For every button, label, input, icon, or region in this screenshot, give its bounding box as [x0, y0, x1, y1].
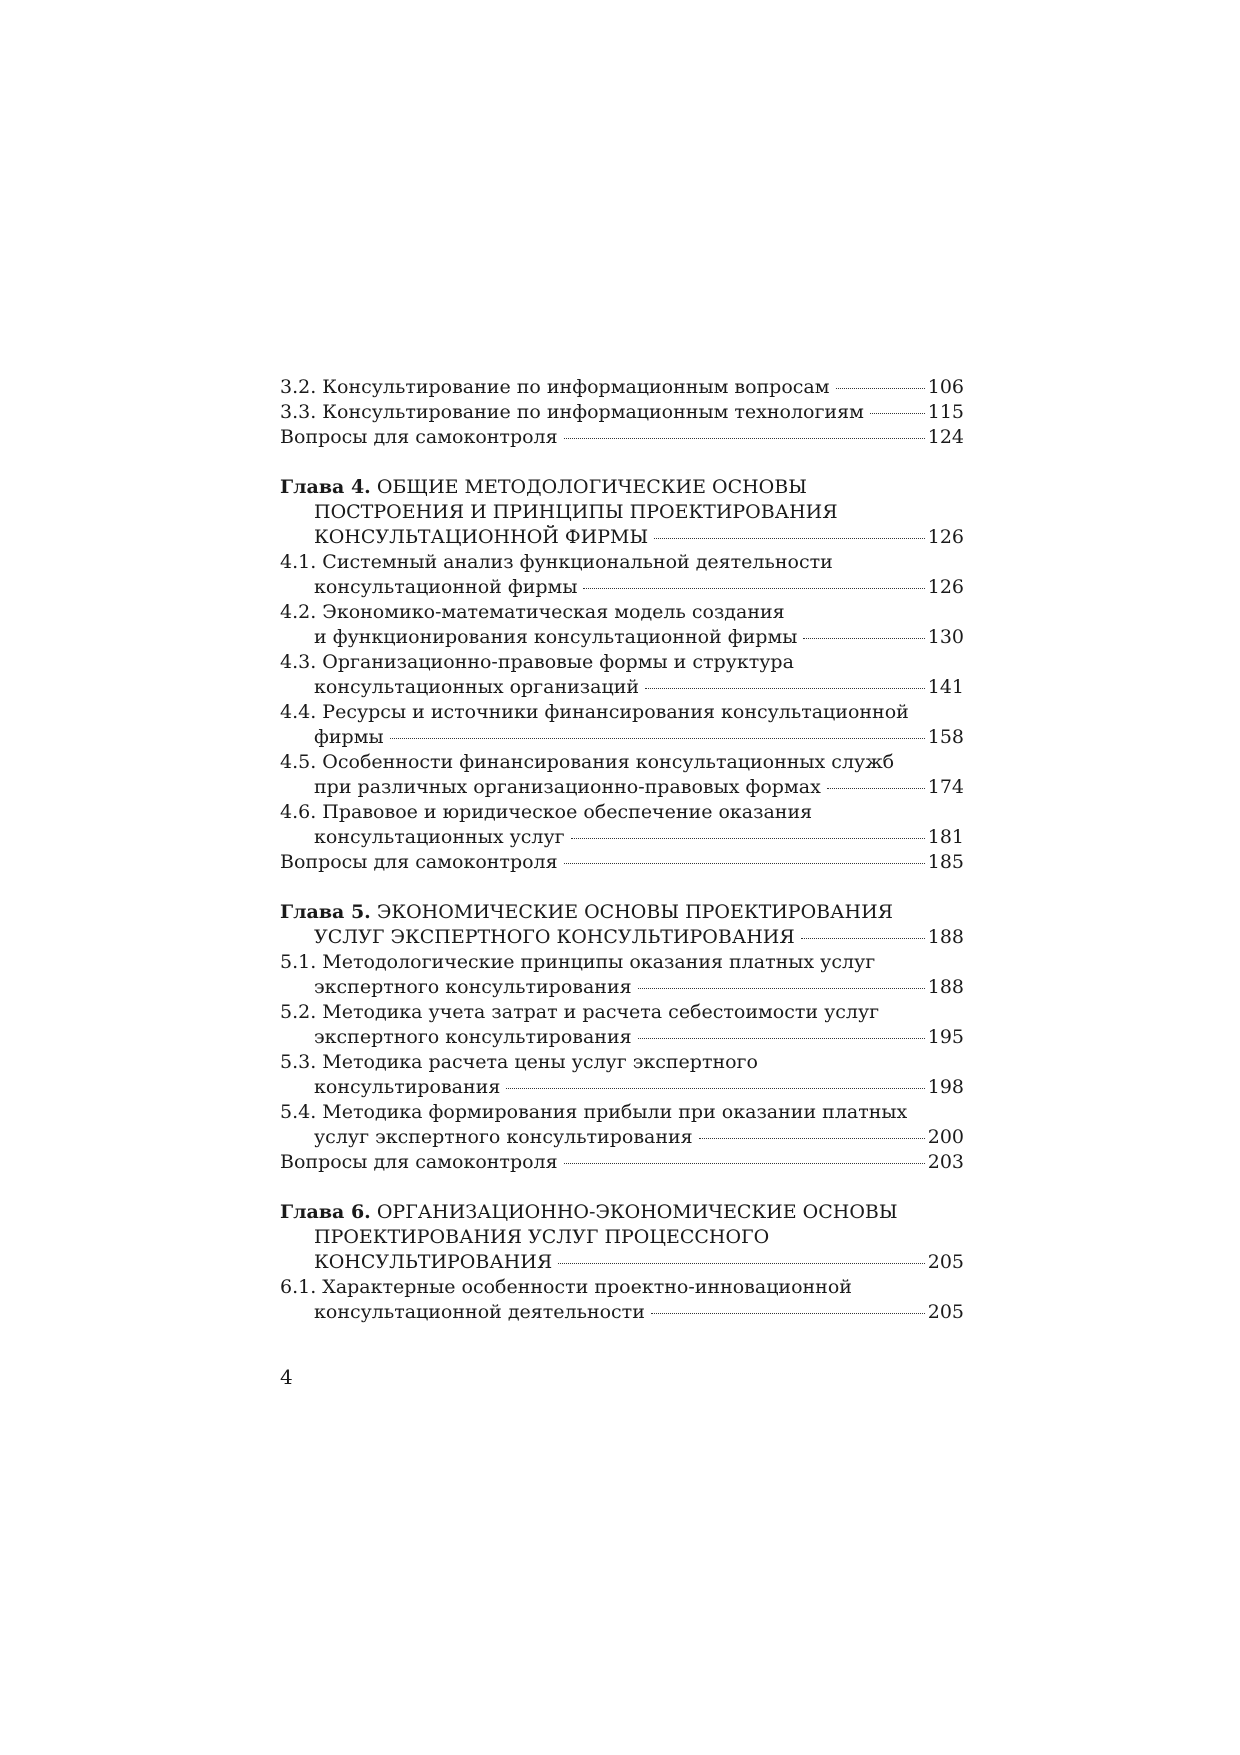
chapter-title: КОНСУЛЬТАЦИОННОЙ ФИРМЫ [314, 526, 649, 548]
dot-leader [836, 388, 925, 389]
toc-entry-title: 4.5. Особенности финансирования консультационных служб [280, 751, 895, 773]
toc-page-number: 198 [927, 1076, 964, 1098]
toc-entry-title: Вопросы для самоконтроля [280, 1151, 558, 1173]
toc-entry-cont [280, 725, 964, 750]
dot-leader [564, 863, 925, 864]
toc-entry-cont [280, 825, 964, 850]
toc-entry-title: 4.6. Правовое и юридическое обеспечение оказания [280, 801, 813, 823]
spacer [280, 1175, 964, 1200]
chapter-heading-cont [280, 925, 964, 950]
chapter-heading-cont [280, 500, 964, 525]
toc-entry-cont [280, 975, 964, 1000]
toc-page-number: 188 [927, 976, 964, 998]
dot-leader [638, 988, 925, 989]
chapter-label: Глава 5. [280, 901, 371, 923]
toc-page-number: 124 [927, 426, 964, 448]
toc-entry-title: 4.2. Экономико-математическая модель создания [280, 601, 785, 623]
toc-entry-title: консультирования [314, 1076, 501, 1098]
toc-page-number: 195 [927, 1026, 964, 1048]
chapter-heading [280, 1200, 964, 1225]
toc-entry [280, 425, 964, 450]
spacer [280, 450, 964, 475]
toc-page-number: 141 [927, 676, 964, 698]
chapter-title: ОРГАНИЗАЦИОННО-ЭКОНОМИЧЕСКИЕ ОСНОВЫ [376, 1201, 898, 1223]
toc-page-number: 205 [927, 1251, 964, 1273]
toc-entry-title: консультационных организаций [314, 676, 640, 698]
toc-entry-title: фирмы [314, 726, 384, 748]
chapter-title: ОБЩИЕ МЕТОДОЛОГИЧЕСКИЕ ОСНОВЫ [376, 476, 807, 498]
chapter-title: ПРОЕКТИРОВАНИЯ УСЛУГ ПРОЦЕССНОГО [314, 1226, 770, 1248]
toc-entry [280, 700, 964, 725]
toc-entry [280, 1150, 964, 1175]
toc-entry-title: 5.3. Методика расчета цены услуг экспертного [280, 1051, 758, 1073]
toc-entry-title: 6.1. Характерные особенности проектно-инновационной [280, 1276, 852, 1298]
toc-entry [280, 650, 964, 675]
dot-leader [827, 788, 925, 789]
toc-entry [280, 1000, 964, 1025]
chapter-title: УСЛУГ ЭКСПЕРТНОГО КОНСУЛЬТИРОВАНИЯ [314, 926, 795, 948]
toc-entry-cont [280, 575, 964, 600]
dot-leader [390, 738, 925, 739]
toc-entry-title: 4.1. Системный анализ функциональной деятельности [280, 551, 833, 573]
toc-entry-title: консультационной деятельности [314, 1301, 645, 1323]
toc-page-number: 205 [927, 1301, 964, 1323]
toc-entry-title: 4.3. Организационно-правовые формы и структура [280, 651, 794, 673]
chapter-title: ЭКОНОМИЧЕСКИЕ ОСНОВЫ ПРОЕКТИРОВАНИЯ [376, 901, 894, 923]
toc-entry-title: 5.4. Методика формирования прибыли при оказании платных [280, 1101, 908, 1123]
toc-entry [280, 850, 964, 875]
toc-entry-title: консультационных услуг [314, 826, 565, 848]
toc-page-number: 106 [927, 376, 964, 398]
toc-entry-title: экспертного консультирования [314, 976, 632, 998]
toc-entry-title: 5.1. Методологические принципы оказания платных услуг [280, 951, 876, 973]
toc-page-number: 203 [927, 1151, 964, 1173]
toc-page-number: 126 [927, 576, 964, 598]
toc-page-number: 181 [927, 826, 964, 848]
dot-leader [564, 1163, 925, 1164]
toc-entry [280, 550, 964, 575]
toc-entry-title: 3.2. Консультирование по информационным вопросам [280, 376, 830, 398]
toc-entry [280, 600, 964, 625]
toc-entry-title: при различных организационно-правовых формах [314, 776, 821, 798]
toc-page-number: 174 [927, 776, 964, 798]
dot-leader [564, 438, 925, 439]
toc-entry [280, 1100, 964, 1125]
toc-page-number: 185 [927, 851, 964, 873]
dot-leader [558, 1263, 925, 1264]
toc-entry [280, 800, 964, 825]
chapter-heading-cont [280, 525, 964, 550]
toc-page-number: 200 [927, 1126, 964, 1148]
chapter-heading [280, 475, 964, 500]
toc-page-number: 126 [927, 526, 964, 548]
toc-entry [280, 950, 964, 975]
toc-entry-cont [280, 1300, 964, 1325]
toc-entry-title: и функционирования консультационной фирмы [314, 626, 798, 648]
toc-entry [280, 1275, 964, 1300]
dot-leader [638, 1038, 925, 1039]
toc-page-number: 130 [927, 626, 964, 648]
spacer [280, 875, 964, 900]
toc-entry-title: консультационной фирмы [314, 576, 578, 598]
chapter-heading-cont [280, 1250, 964, 1275]
dot-leader [571, 838, 925, 839]
toc-page-number: 158 [927, 726, 964, 748]
chapter-title: КОНСУЛЬТИРОВАНИЯ [314, 1251, 553, 1273]
toc-entry-title: Вопросы для самоконтроля [280, 426, 558, 448]
table-of-contents [280, 375, 964, 1325]
toc-entry-title: услуг экспертного консультирования [314, 1126, 693, 1148]
dot-leader [654, 538, 925, 539]
toc-entry-title: 3.3. Консультирование по информационным технологиям [280, 401, 864, 423]
toc-entry-title: Вопросы для самоконтроля [280, 851, 558, 873]
toc-entry-title: 4.4. Ресурсы и источники финансирования консультационной [280, 701, 909, 723]
toc-entry-cont [280, 1125, 964, 1150]
dot-leader [699, 1138, 925, 1139]
page-number: 4 [280, 1365, 293, 1389]
dot-leader [803, 638, 924, 639]
toc-entry-cont [280, 1075, 964, 1100]
dot-leader [506, 1088, 924, 1089]
toc-entry-cont [280, 625, 964, 650]
dot-leader [651, 1313, 925, 1314]
toc-entry-title: экспертного консультирования [314, 1026, 632, 1048]
toc-entry-cont [280, 775, 964, 800]
toc-entry-cont [280, 1025, 964, 1050]
chapter-label: Глава 4. [280, 476, 371, 498]
dot-leader [645, 688, 925, 689]
toc-entry [280, 1050, 964, 1075]
toc-entry-title: 5.2. Методика учета затрат и расчета себестоимости услуг [280, 1001, 880, 1023]
toc-page-number: 115 [927, 401, 964, 423]
toc-entry [280, 750, 964, 775]
chapter-heading-cont [280, 1225, 964, 1250]
toc-page-number: 188 [927, 926, 964, 948]
chapter-label: Глава 6. [280, 1201, 371, 1223]
dot-leader [801, 938, 925, 939]
chapter-heading [280, 900, 964, 925]
toc-entry-cont [280, 675, 964, 700]
chapter-title: ПОСТРОЕНИЯ И ПРИНЦИПЫ ПРОЕКТИРОВАНИЯ [314, 501, 838, 523]
dot-leader [870, 413, 925, 414]
toc-entry [280, 375, 964, 400]
toc-entry [280, 400, 964, 425]
dot-leader [583, 588, 924, 589]
